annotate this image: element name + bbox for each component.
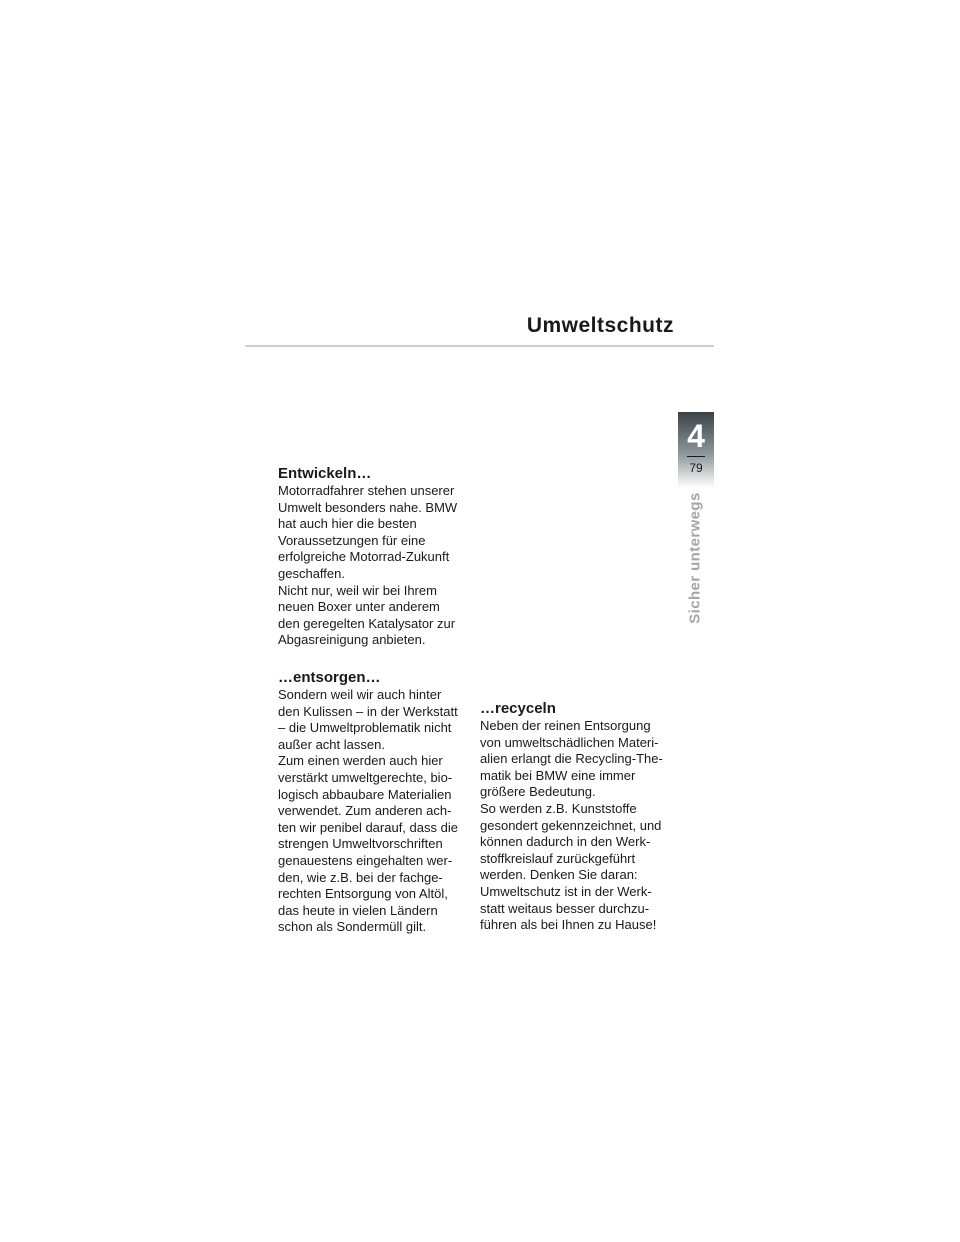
chapter-tab [678,412,714,488]
header-divider [245,345,714,347]
page-title: Umweltschutz [526,314,674,337]
section-heading: …entsorgen… [278,669,381,686]
section-heading: …recyceln [480,700,556,717]
section-entwickeln [278,465,474,649]
section-body: Motorradfahrer stehen unserer Umwelt besonders nahe. BMW hat auch hier die besten Voraussetzungen für eine erfolgreiche Motorrad-Zukunft geschaffen. Nicht nur, weil wir bei Ihrem neuen Boxer unter anderem den geregelten Katalysator zur Abgasreinigung anbieten. [278,483,458,648]
section-body: Sondern weil wir auch hinter den Kulissen – in der Werkstatt – die Umweltproblematik nicht außer acht lassen. Zum einen werden auch hier verstärkt umweltgerechte, bio- logisch abbaubare Materialien verwendet. Zum anderen ach- ten wir penibel darauf, dass die strengen Umweltvorschriften genauestens eingehalten wer- den, wie z.B. bei der fachge- rechten Entsorgung von Altöl, das heute in vielen Ländern schon als Sondermüll gilt. [278,687,458,935]
section-body: Neben der reinen Entsorgung von umweltschädlichen Materi- alien erlangt die Recycling-The- matik bei BMW eine immer größere Bedeutung. So werden z.B. Kunststoffe gesondert gekennzeichnet, und können dadurch in den Werk- stoffkreislauf zurückgeführt werden. Denken Sie daran: Umweltschutz ist in der Werk- statt weitaus besser durchzu- führen als bei Ihnen zu Hause! [480,718,663,933]
page-number: 79 [689,461,703,475]
chapter-side-label: Sicher unterwegs [686,492,704,624]
section-recyceln [480,700,676,934]
chapter-divider [687,456,705,457]
section-entsorgen [278,669,474,936]
chapter-number: 4 [687,418,705,454]
section-heading: Entwickeln… [278,465,372,482]
